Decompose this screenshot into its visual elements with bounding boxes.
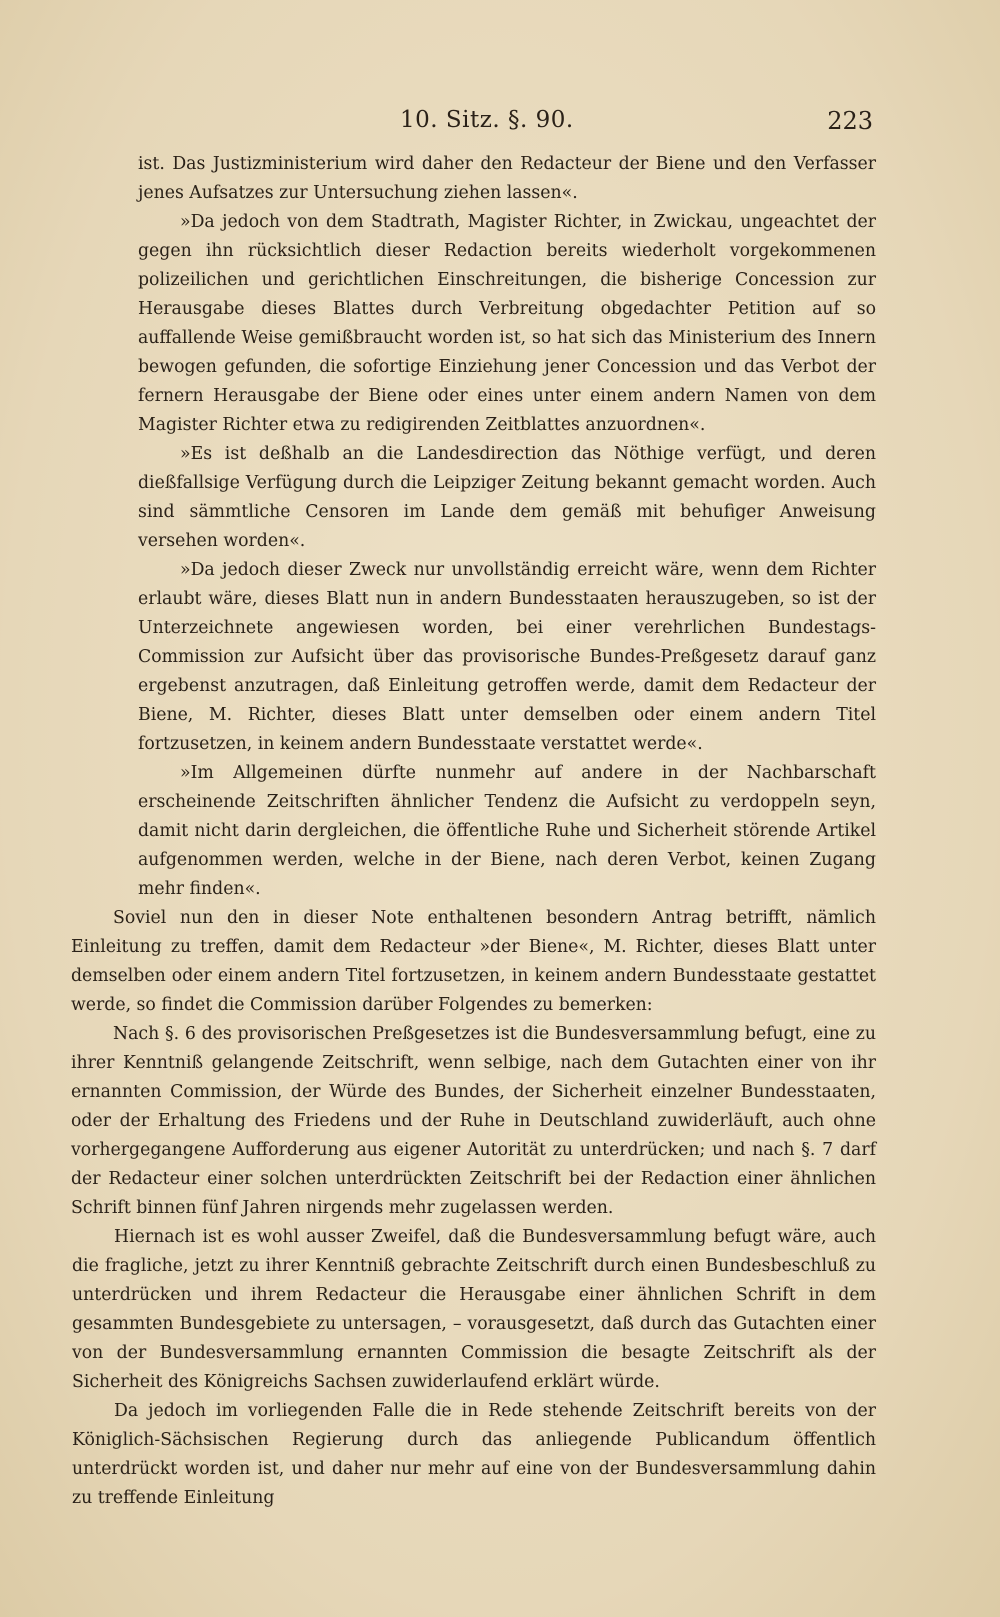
page-header: [0, 103, 1000, 143]
quoted-paragraph: »Im Allgemeinen dürfte nunmehr auf andere in der Nachbarschaft erscheinende Zeitschriften ähnlicher Tendenz die Aufsicht zu verdoppeln seyn, damit nicht darin dergleichen, die öffentliche Ruhe und Sicherheit störende Artikel aufgenommen werden, welche in der Biene, nach deren Verbot, keinen Zugang mehr finden«.: [138, 763, 876, 899]
quoted-paragraph: »Da jedoch dieser Zweck nur unvollständig erreicht wäre, wenn dem Richter erlaubt wäre, dieses Blatt nun in andern Bundesstaaten herauszugeben, so ist der Unterzeichnete angewiesen worden, bei einer verehrlichen Bundestags-Commission zur Aufsicht über das provisorische Bundes-Preßgesetz darauf ganz ergebenst anzutragen, daß Einleitung getroffen werde, damit dem Redacteur der Biene, M. Richter, dieses Blatt unter demselben oder einem andern Titel fortzusetzen, in keinem andern Bundesstaate verstattet werde«.: [138, 560, 876, 754]
quoted-paragraph: »Es ist deßhalb an die Landesdirection das Nöthige verfügt, und deren dießfallsige Verfügung durch die Leipziger Zeitung bekannt gemacht worden. Auch sind sämmtliche Censoren im Lande dem gemäß mit behufiger Anweisung versehen worden«.: [138, 444, 876, 551]
running-head: 10. Sitz. §. 90.: [400, 107, 574, 133]
paragraph: Da jedoch im vorliegenden Falle die in Rede stehende Zeitschrift bereits von der Königlich-Sächsischen Regierung durch das anliegende Publicandum öffentlich unterdrückt worden ist, und daher nur mehr auf eine von der Bundesversammlung dahin zu treffende Einleitung: [72, 1401, 876, 1508]
paragraph: Hiernach ist es wohl ausser Zweifel, daß die Bundesversammlung befugt wäre, auch die fragliche, jetzt zu ihrer Kenntniß gebrachte Zeitschrift durch einen Bundesbeschluß zu unterdrücken und ihrem Redacteur die Herausgabe einer ähnlichen Schrift in dem gesammten Bundesgebiete zu untersagen, – vorausgesetzt, daß durch das Gutachten einer von der Bundesversammlung ernannten Commission die besagte Zeitschrift als der Sicherheit des Königreichs Sachsen zuwiderlaufend erklärt würde.: [72, 1227, 876, 1392]
page-body: [71, 150, 876, 1513]
page-number: 223: [827, 107, 873, 135]
paragraph: Nach §. 6 des provisorischen Preßgesetzes ist die Bundesversammlung befugt, eine zu ihrer Kenntniß gelangende Zeitschrift, wenn selbige, nach dem Gutachten einer von ihr ernannten Commission, der Würde des Bundes, der Sicherheit einzelner Bundesstaaten, oder der Erhaltung des Friedens und der Ruhe in Deutschland zuwiderläuft, auch ohne vorhergegangene Aufforderung aus eigener Autorität zu unterdrücken; und nach §. 7 darf der Redacteur einer solchen unterdrückten Zeitschrift bei der Redaction einer ähnlichen Schrift binnen fünf Jahren nirgends mehr zugelassen werden.: [71, 1024, 876, 1218]
paragraph: Soviel nun den in dieser Note enthaltenen besondern Antrag betrifft, nämlich Einleitung zu treffen, damit dem Redacteur »der Biene«, M. Richter, dieses Blatt unter demselben oder einem andern Titel fortzusetzen, in keinem andern Bundesstaate gestattet werde, so findet die Commission darüber Folgendes zu bemerken:: [71, 908, 876, 1015]
paragraph-continuation: ist. Das Justizministerium wird daher den Redacteur der Biene und den Verfasser jenes Aufsatzes zur Untersuchung ziehen lassen«.: [138, 154, 876, 203]
quoted-paragraph: »Da jedoch von dem Stadtrath, Magister Richter, in Zwickau, ungeachtet der gegen ihn rücksichtlich dieser Redaction bereits wiederholt vorgekommenen polizeilichen und gerichtlichen Einschreitungen, die bisherige Concession zur Herausgabe dieses Blattes durch Verbreitung obgedachter Petition auf so auffallende Weise gemißbraucht worden ist, so hat sich das Ministerium des Innern bewogen gefunden, die sofortige Einziehung jener Concession und das Verbot der fernern Herausgabe der Biene oder eines unter einem andern Namen von dem Magister Richter etwa zu redigirenden Zeitblattes anzuordnen«.: [138, 212, 876, 435]
